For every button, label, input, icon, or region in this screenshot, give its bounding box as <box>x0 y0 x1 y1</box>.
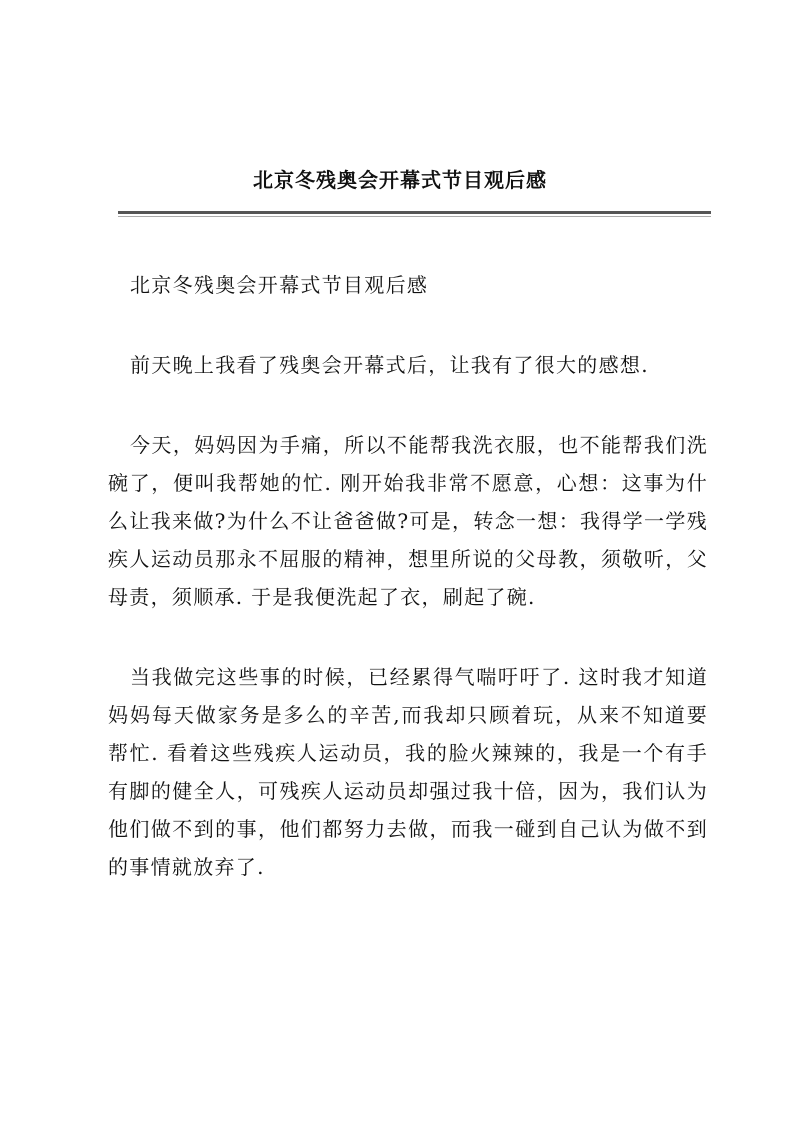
paragraph: 今天，妈妈因为手痛，所以不能帮我洗衣服，也不能帮我们洗碗了，便叫我帮她的忙. 刚开始我非常不愿意，心想：这事为什么让我来做?为什么不让爸爸做?可是，转念一想：我得学一学残疾人运动员那永不屈服的精神，想里所说的父母教，须敬听，父母责，须顺承. 于是我便洗起了衣，刷起了碗. <box>108 433 708 609</box>
title-divider-thin <box>118 216 711 217</box>
title-divider <box>118 211 711 214</box>
paragraph-subtitle: 北京冬残奥会开幕式节目观后感 <box>130 273 429 297</box>
document-body <box>108 266 708 928</box>
paragraph: 当我做完这些事的时候，已经累得气喘吁吁了. 这时我才知道妈妈每天做家务是多么的辛苦,而我却只顾着玩，从来不知道要帮忙. 看着这些残疾人运动员，我的脸火辣辣的，我是一个有手有脚的健全人，可残疾人运动员却强过我十倍，因为，我们认为他们做不到的事，他们都努力去做，而我一碰到自己认为做不到的事情就放弃了. <box>108 665 708 879</box>
document-title: 北京冬残奥会开幕式节目观后感 <box>253 168 547 192</box>
paragraph: 前天晚上我看了残奥会开幕式后，让我有了很大的感想. <box>130 353 649 377</box>
